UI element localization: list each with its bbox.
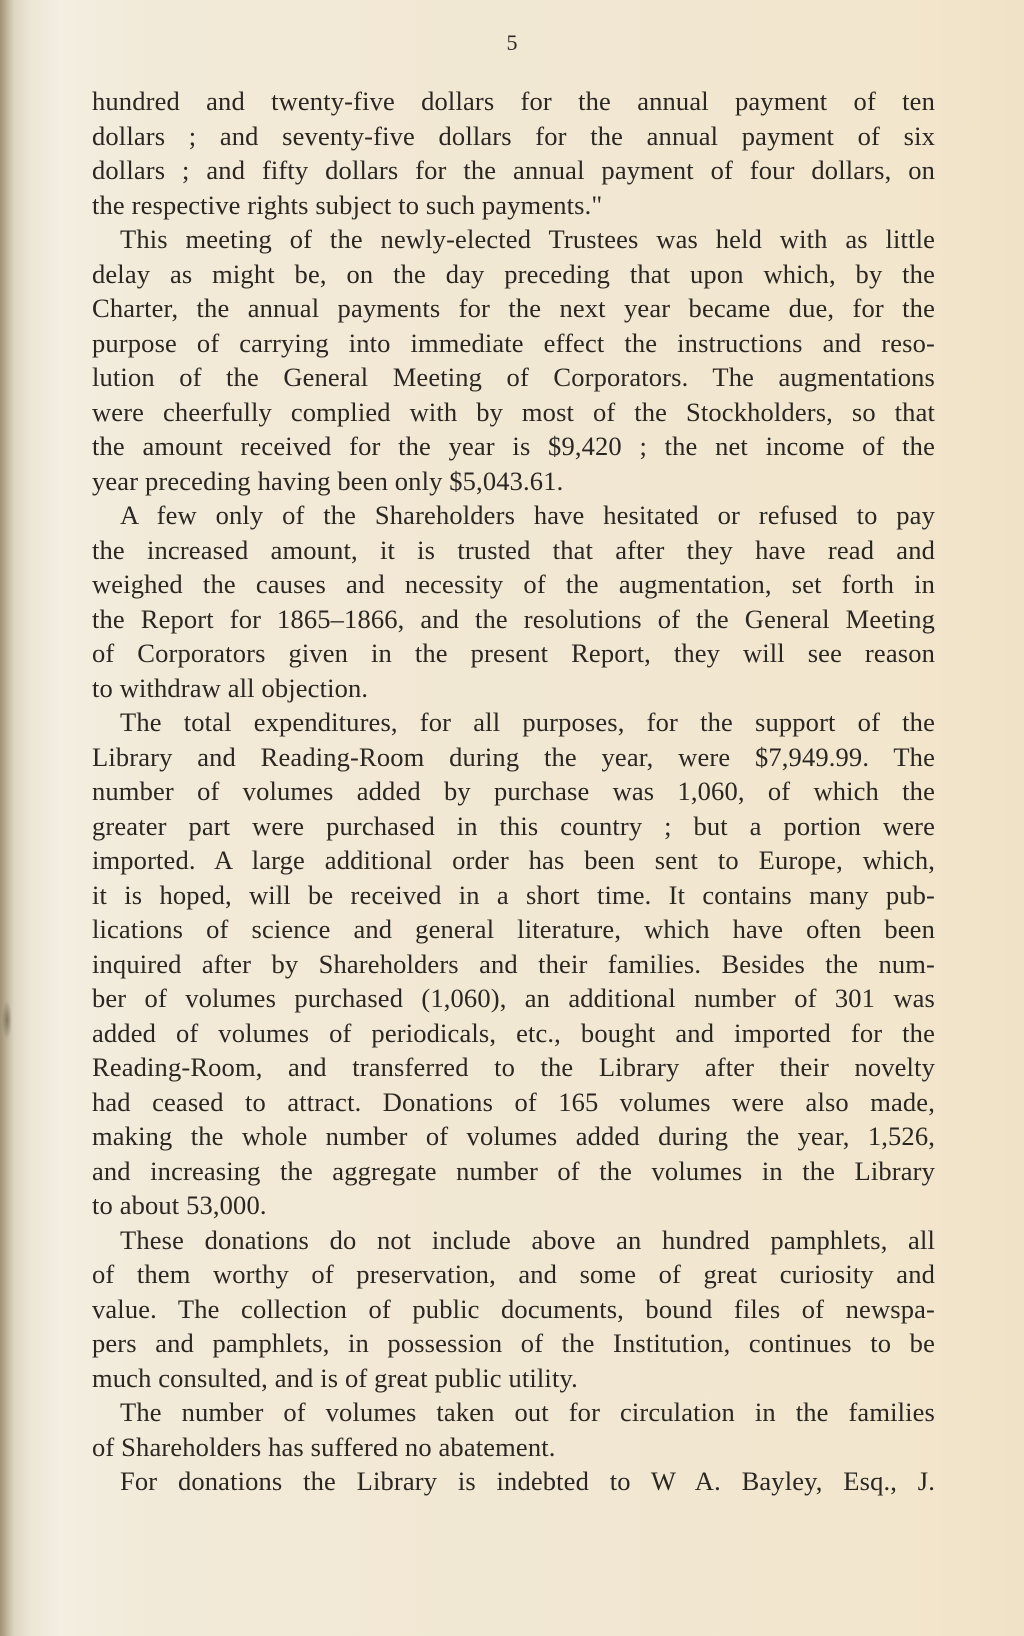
- paragraph: [92, 1223, 935, 1396]
- text-line: year preceding having been only $5,043.61.: [92, 465, 564, 496]
- text-line: imported. A large additional order has been sent to Europe, which,: [92, 845, 935, 875]
- text-line: pers and pamphlets, in possession of the Institution, continues to be: [92, 1328, 935, 1358]
- text-line: hundred and twenty-five dollars for the annual payment of ten: [92, 86, 935, 116]
- paragraph: [92, 498, 935, 705]
- text-line: to withdraw all objection.: [92, 672, 369, 703]
- text-line: had ceased to attract. Donations of 165 volumes were also made,: [92, 1086, 935, 1117]
- text-line: to about 53,000.: [92, 1190, 267, 1220]
- body-text: [92, 84, 935, 1499]
- text-line: the respective rights subject to such payments.": [92, 189, 603, 220]
- text-line: inquired after by Shareholders and their families. Besides the num-: [92, 948, 935, 979]
- text-line: number of volumes added by purchase was 1,060, of which the: [92, 776, 935, 806]
- text-line: This meeting of the newly-elected Trustees was held with as little: [120, 224, 935, 254]
- spine-shadow: [0, 0, 14, 1636]
- text-line: the Report for 1865–1866, and the resolutions of the General Meeting: [92, 603, 935, 634]
- text-line: The number of volumes taken out for circulation in the families: [120, 1397, 935, 1427]
- paragraph: [92, 1464, 935, 1499]
- page-number: 5: [506, 30, 518, 55]
- text-line: value. The collection of public documents, bound files of newspa-: [92, 1293, 935, 1324]
- text-line: ber of volumes purchased (1,060), an additional number of 301 was: [92, 983, 935, 1013]
- margin-smudge: [2, 1000, 12, 1040]
- text-line: of Corporators given in the present Report, they will see reason: [92, 638, 935, 668]
- text-line: the increased amount, it is trusted that after they have read and: [92, 534, 935, 565]
- text-line: weighed the causes and necessity of the augmentation, set forth in: [92, 569, 935, 599]
- text-line: added of volumes of periodicals, etc., bought and imported for the: [92, 1017, 935, 1048]
- text-line: The total expenditures, for all purposes, for the support of the: [120, 707, 935, 737]
- text-line: delay as might be, on the day preceding that upon which, by the: [92, 258, 935, 289]
- text-line: it is hoped, will be received in a short time. It contains many pub-: [92, 879, 935, 910]
- text-line: and increasing the aggregate number of the volumes in the Library: [92, 1155, 935, 1186]
- text-line: Library and Reading-Room during the year, were $7,949.99. The: [92, 741, 935, 772]
- text-line: These donations do not include above an hundred pamphlets, all: [120, 1224, 935, 1255]
- text-line: greater part were purchased in this country ; but a portion were: [92, 810, 935, 841]
- text-line: lution of the General Meeting of Corporators. The augmentations: [92, 362, 935, 392]
- text-line: For donations the Library is indebted to W A. Bayley, Esq., J.: [120, 1466, 935, 1496]
- text-line: Charter, the annual payments for the next year became due, for the: [92, 293, 935, 323]
- text-line: A few only of the Shareholders have hesitated or refused to pay: [120, 500, 935, 530]
- paragraph: [92, 84, 935, 222]
- text-line: purpose of carrying into immediate effect the instructions and reso-: [92, 327, 935, 358]
- text-line: the amount received for the year is $9,420 ; the net income of the: [92, 431, 935, 461]
- text-line: of Shareholders has suffered no abatement.: [92, 1431, 556, 1462]
- text-line: of them worthy of preservation, and some of great curiosity and: [92, 1259, 935, 1289]
- text-line: were cheerfully complied with by most of the Stockholders, so that: [92, 396, 935, 427]
- text-line: much consulted, and is of great public utility.: [92, 1362, 578, 1393]
- text-line: dollars ; and seventy-five dollars for the annual payment of six: [92, 120, 935, 151]
- paragraph: [92, 705, 935, 1223]
- text-line: dollars ; and fifty dollars for the annual payment of four dollars, on: [92, 155, 935, 185]
- paragraph: [92, 222, 935, 498]
- text-line: making the whole number of volumes added during the year, 1,526,: [92, 1121, 935, 1151]
- text-line: Reading-Room, and transferred to the Library after their novelty: [92, 1052, 935, 1082]
- text-line: lications of science and general literature, which have often been: [92, 914, 935, 944]
- paragraph: [92, 1395, 935, 1464]
